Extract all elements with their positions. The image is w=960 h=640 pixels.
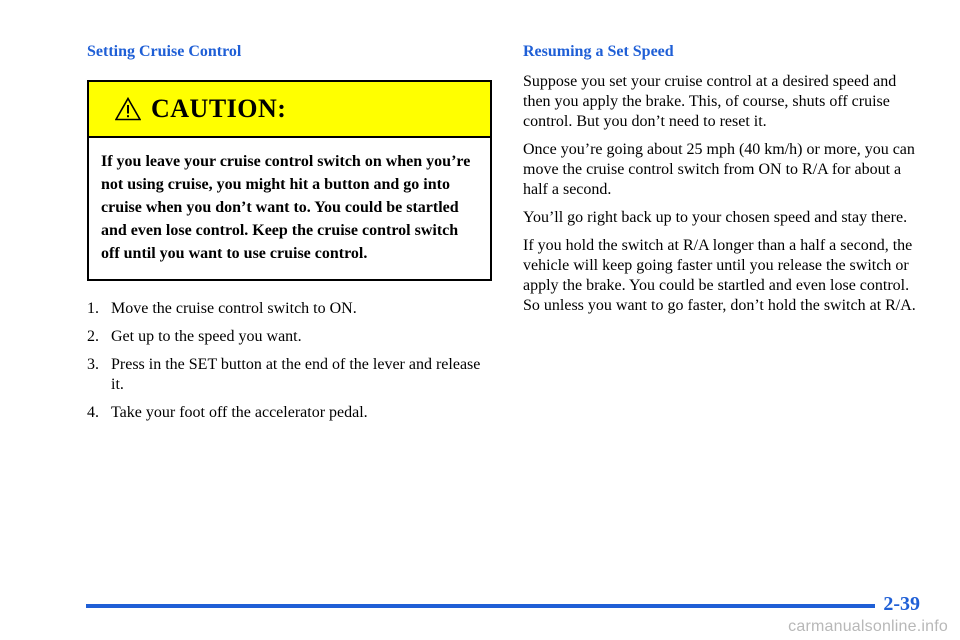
step-number: 4.: [87, 404, 99, 421]
step-number: 3.: [87, 356, 99, 373]
paragraph: Suppose you set your cruise control at a desired speed and then you apply the brake. This, of course, shuts off cruise control. But you don’t need to reset it.: [523, 73, 897, 130]
step-text: Press in the SET button at the end of the lever and release it.: [111, 356, 481, 393]
paragraph: If you hold the switch at R/A longer than a half a second, the vehicle will keep going faster until you release the switch or apply the brake. You could be startled and even lose control. So unless you want to go faster, don’t hold the switch at R/A.: [523, 237, 916, 314]
caution-header: [89, 82, 490, 138]
section-heading-setting-cruise: Setting Cruise Control: [87, 43, 242, 60]
right-column: [523, 42, 923, 316]
list-item: [87, 327, 493, 347]
list-item: [87, 355, 493, 395]
step-text: Take your foot off the accelerator pedal.: [111, 404, 368, 421]
footer-rule: [86, 604, 875, 608]
list-item: [87, 403, 493, 423]
step-text: Get up to the speed you want.: [111, 328, 302, 345]
caution-box: [87, 80, 492, 281]
watermark: carmanualsonline.info: [788, 618, 948, 635]
step-text: Move the cruise control switch to ON.: [111, 300, 357, 317]
list-item: [87, 299, 493, 319]
caution-text: If you leave your cruise control switch on when you’re not using cruise, you might hit a button and go into cruise when you don’t want to. You could be startled and even lose control. Keep the cruise control switch off until you want to use cruise control.: [89, 138, 490, 279]
step-number: 2.: [87, 328, 99, 345]
step-number: 1.: [87, 300, 99, 317]
steps-list: [87, 299, 493, 423]
paragraph: Once you’re going about 25 mph (40 km/h) or more, you can move the cruise control switch from ON to R/A for about a half a second.: [523, 141, 915, 198]
caution-title: CAUTION:: [151, 94, 287, 123]
page-number: 2-39: [883, 593, 920, 615]
section-heading-resuming-speed: Resuming a Set Speed: [523, 43, 674, 60]
paragraph: You’ll go right back up to your chosen speed and stay there.: [523, 209, 908, 226]
warning-triangle-icon: [115, 97, 141, 121]
left-column: [87, 42, 493, 431]
